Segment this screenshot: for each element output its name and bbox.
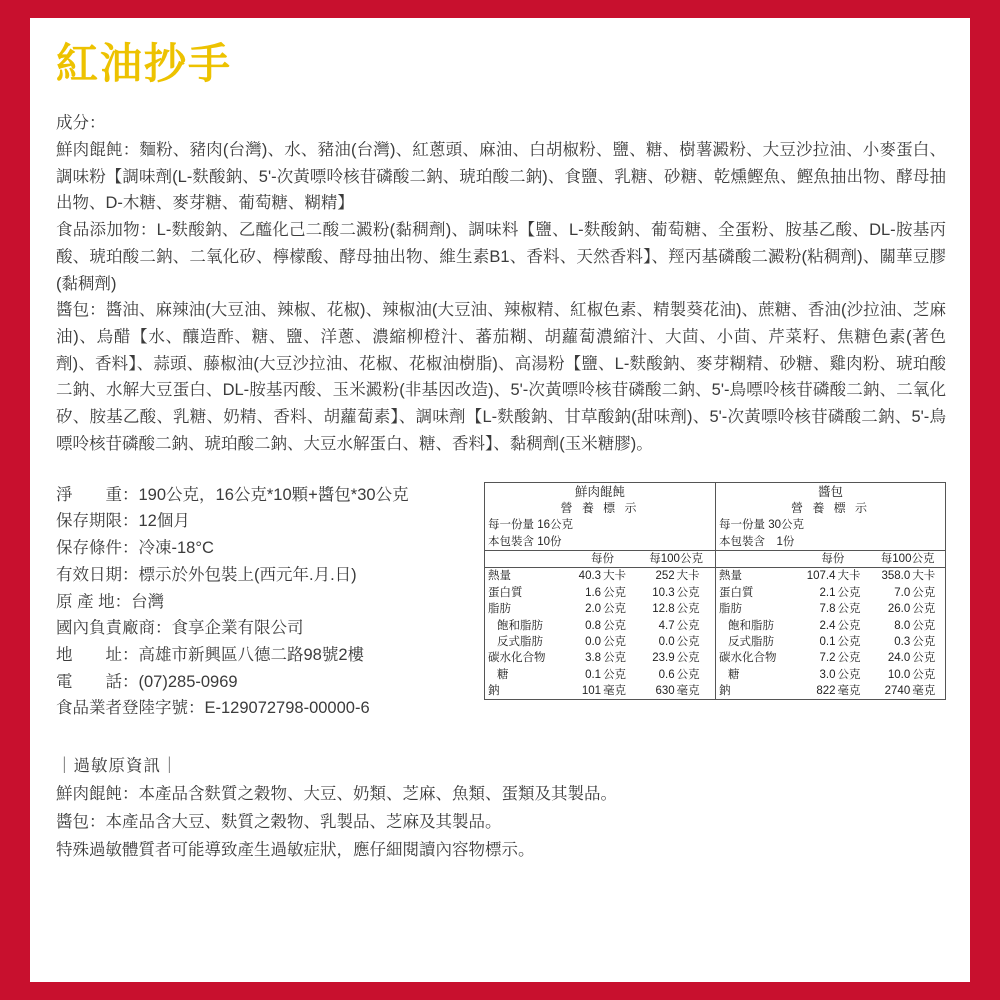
nutrient-name: 脂肪 — [488, 603, 511, 616]
nutrient-name: 飽和脂肪 — [497, 619, 543, 632]
nutrient-100g-value: 4.7 — [658, 619, 675, 632]
nutrient-100g-unit: 公克 — [912, 668, 936, 681]
nutrient-serving-value: 0.1 — [819, 635, 836, 648]
nutrient-100g-unit: 公克 — [912, 635, 936, 648]
allergy-warning: 特殊過敏體質者可能導致產生過敏症狀，應仔細閱讀內容物標示。 — [56, 841, 535, 860]
allergy-section — [56, 752, 946, 864]
nutrient-100g-unit: 公克 — [676, 586, 700, 599]
nutrient-100g-value: 26.0 — [887, 603, 911, 616]
nutrient-name: 熱量 — [719, 570, 742, 583]
nutrient-serving-unit: 公克 — [603, 586, 627, 599]
nutrition-table-sauce — [715, 483, 945, 700]
nutrition-sauce-col-blank — [716, 551, 796, 568]
nutrient-name: 蛋白質 — [719, 586, 754, 599]
nutrient-serving-unit: 公克 — [837, 652, 861, 665]
spec-net-weight: 淨 重：190公克，16公克*10顆+醬包*30公克 — [56, 485, 409, 504]
table-row — [716, 568, 946, 585]
nutrient-serving-unit: 公克 — [837, 635, 861, 648]
nutrient-serving-unit: 公克 — [603, 635, 627, 648]
nutrient-serving-value: 0.8 — [585, 619, 602, 632]
table-row — [485, 618, 715, 634]
nutrient-name: 碳水化合物 — [719, 652, 777, 665]
table-row — [485, 568, 715, 585]
table-row — [716, 618, 946, 634]
ingredients-wonton: 鮮肉餛飩：麵粉、豬肉(台灣)、水、豬油(台灣)、紅蔥頭、麻油、白胡椒粉、鹽、糖、樹薯澱粉、大豆沙拉油、小麥蛋白、調味粉【調味劑(L-麩酸鈉、5'-次黃嘌呤核苷磷酸二鈉、琥珀酸二鈉)、食鹽、乳糖、砂糖、乾燻鰹魚、鰹魚抽出物、酵母抽出物、D-木糖、麥芽糖、葡萄糖、糊精】 — [56, 141, 946, 213]
nutrient-serving-unit: 公克 — [837, 619, 861, 632]
nutrient-100g-value: 12.8 — [652, 603, 675, 616]
spec-address: 地 址：高雄市新興區八德二路98號2樓 — [56, 645, 365, 664]
nutrient-100g-value: 23.9 — [652, 652, 675, 665]
allergy-wonton: 鮮肉餛飩：本產品含麩質之穀物、大豆、奶類、芝麻、魚類、蛋類及其製品。 — [56, 785, 617, 804]
nutrient-100g-value: 0.3 — [894, 635, 911, 648]
nutrient-name: 飽和脂肪 — [728, 619, 774, 632]
nutrient-serving-value: 107.4 — [806, 570, 836, 583]
nutrient-name: 碳水化合物 — [488, 652, 546, 665]
spec-shelf-life: 保存期限：12個月 — [56, 512, 190, 531]
label-content — [56, 40, 946, 864]
specs-and-nutrition — [56, 482, 946, 722]
nutrient-100g-value: 10.3 — [652, 586, 675, 599]
nutrient-serving-value: 0.1 — [585, 668, 602, 681]
nutrient-serving-value: 7.2 — [819, 652, 836, 665]
nutrient-100g-value: 10.0 — [887, 668, 911, 681]
nutrient-100g-unit: 公克 — [676, 652, 700, 665]
nutrition-tables — [484, 482, 946, 701]
nutrition-table-wonton — [485, 483, 715, 700]
nutrition-sauce-col-serving: 每份 — [796, 551, 871, 568]
nutrient-100g-unit: 公克 — [676, 603, 700, 616]
nutrient-serving-value: 2.0 — [585, 603, 602, 616]
allergy-sauce: 醬包：本產品含大豆、麩質之穀物、乳製品、芝麻及其製品。 — [56, 813, 502, 832]
nutrient-name: 糖 — [728, 668, 740, 681]
table-row — [485, 585, 715, 601]
nutrient-100g-unit: 毫克 — [676, 685, 700, 698]
specs-list — [56, 482, 476, 722]
nutrient-name: 鈉 — [488, 685, 500, 698]
nutrient-name: 糖 — [497, 668, 509, 681]
spec-expiry: 有效日期：標示於外包裝上(西元年.月.日) — [56, 565, 357, 584]
page-title: 紅油抄手 — [56, 40, 233, 87]
ingredients-additives: 食品添加物：L-麩酸鈉、乙醯化己二酸二澱粉(黏稠劑)、調味料【鹽、L-麩酸鈉、葡萄糖、全蛋粉、胺基乙酸、DL-胺基丙酸、琥珀酸二鈉、二氧化矽、檸檬酸、酵母抽出物、維生素B1、香料、天然香料】、羥丙基磷酸二澱粉(粘稠劑)、關華豆膠(黏稠劑) — [56, 221, 946, 293]
table-row — [716, 601, 946, 617]
nutrient-serving-unit: 公克 — [603, 603, 627, 616]
table-row — [485, 650, 715, 666]
spec-registration-number: 食品業者登陸字號：E-129072798-00000-6 — [56, 699, 370, 718]
table-row — [716, 683, 946, 699]
nutrition-wonton-servings: 本包裝含 10份 — [485, 534, 715, 551]
nutrition-wonton-subtitle: 營 養 標 示 — [560, 501, 640, 516]
nutrient-serving-value: 101 — [581, 685, 602, 698]
nutrient-serving-value: 822 — [816, 685, 836, 698]
nutrient-100g-value: 358.0 — [881, 570, 911, 583]
nutrition-sauce-name: 醬包 — [817, 484, 843, 499]
nutrient-serving-unit: 公克 — [837, 668, 861, 681]
nutrient-100g-value: 0.6 — [658, 668, 675, 681]
nutrient-serving-unit: 公克 — [837, 603, 861, 616]
nutrition-sauce-col-100g: 每100公克 — [870, 551, 945, 568]
spec-storage: 保存條件：冷凍-18°C — [56, 539, 214, 558]
nutrient-100g-value: 2740 — [884, 685, 911, 698]
nutrient-name: 蛋白質 — [488, 586, 523, 599]
table-row — [485, 634, 715, 650]
nutrient-serving-unit: 公克 — [603, 652, 627, 665]
nutrient-serving-unit: 公克 — [603, 668, 627, 681]
nutrient-serving-unit: 大卡 — [603, 570, 627, 583]
nutrient-name: 鈉 — [719, 685, 731, 698]
table-row — [716, 650, 946, 666]
spec-company: 國內負責廠商：食享企業有限公司 — [56, 619, 304, 638]
nutrient-serving-unit: 毫克 — [837, 685, 861, 698]
allergy-title: ｜過敏原資訊｜ — [56, 757, 179, 776]
nutrient-100g-value: 252 — [655, 570, 675, 583]
nutrient-100g-unit: 公克 — [676, 635, 700, 648]
table-row — [485, 667, 715, 683]
nutrition-sauce-servings: 本包裝含 1份 — [716, 534, 946, 551]
nutrition-wonton-col-serving: 每份 — [568, 551, 638, 568]
nutrient-100g-unit: 大卡 — [676, 570, 700, 583]
nutrient-name: 脂肪 — [719, 603, 742, 616]
nutrient-name: 熱量 — [488, 570, 511, 583]
spec-phone: 電 話：(07)285-0969 — [56, 672, 238, 691]
ingredients-section — [56, 110, 946, 457]
nutrient-serving-value: 1.6 — [585, 586, 602, 599]
nutrient-100g-unit: 公克 — [676, 619, 700, 632]
product-label-card — [30, 18, 970, 982]
nutrient-serving-value: 0.0 — [585, 635, 602, 648]
nutrient-100g-value: 24.0 — [887, 652, 911, 665]
nutrition-wonton-col-100g: 每100公克 — [637, 551, 715, 568]
nutrient-serving-unit: 大卡 — [837, 570, 861, 583]
nutrition-wonton-col-blank — [485, 551, 568, 568]
ingredients-sauce: 醬包：醬油、麻辣油(大豆油、辣椒、花椒)、辣椒油(大豆油、辣椒精、紅椒色素、精製葵花油)、蔗糖、香油(沙拉油、芝麻油)、烏醋【水、釀造酢、糖、鹽、洋蔥、濃縮柳橙汁、蕃茄糊、胡蘿蔔濃縮汁、大茴、小茴、芹菜籽、焦糖色素(著色劑)、香料】、蒜頭、藤椒油(大豆沙拉油、花椒、花椒油樹脂)、高湯粉【鹽、L-麩酸鈉、麥芽糊精、砂糖、雞肉粉、琥珀酸二鈉、水解大豆蛋白、DL-胺基丙酸、玉米澱粉(非基因改造)、5'-次黃嘌呤核苷磷酸二鈉、5'-鳥嘌呤核苷磷酸二鈉、二氧化矽、胺基乙酸、乳糖、奶精、香料、胡蘿蔔素】、調味劑【L-麩酸鈉、甘草酸鈉(甜味劑)、5'-次黃嘌呤核苷磷酸二鈉、5'-鳥嘌呤核苷磷酸二鈉、琥珀酸二鈉、大豆水解蛋白、糖、香料】、黏稠劑(玉米糖膠)。 — [56, 301, 946, 453]
nutrient-100g-unit: 公克 — [912, 619, 936, 632]
nutrient-serving-value: 2.4 — [819, 619, 836, 632]
nutrient-100g-unit: 公克 — [912, 652, 936, 665]
table-row — [485, 601, 715, 617]
nutrition-wonton-serving-size: 每一份量 16公克 — [488, 519, 573, 532]
nutrient-100g-unit: 公克 — [912, 586, 936, 599]
nutrient-name: 反式脂肪 — [497, 635, 543, 648]
table-row — [716, 667, 946, 683]
ingredients-heading: 成分： — [56, 114, 106, 133]
nutrient-serving-value: 40.3 — [578, 570, 602, 583]
nutrient-100g-unit: 毫克 — [912, 685, 936, 698]
nutrient-serving-value: 3.8 — [585, 652, 602, 665]
nutrient-serving-unit: 毫克 — [603, 685, 627, 698]
spec-origin: 原 產 地：台灣 — [56, 592, 165, 611]
nutrition-sauce-serving-size: 每一份量 30公克 — [719, 519, 804, 532]
nutrient-serving-value: 3.0 — [819, 668, 836, 681]
nutrient-100g-value: 0.0 — [658, 635, 675, 648]
table-row — [716, 585, 946, 601]
nutrient-100g-unit: 公克 — [676, 668, 700, 681]
nutrient-serving-value: 2.1 — [819, 586, 836, 599]
nutrient-100g-value: 7.0 — [894, 586, 911, 599]
nutrient-serving-value: 7.8 — [819, 603, 836, 616]
nutrient-name: 反式脂肪 — [728, 635, 774, 648]
nutrition-sauce-subtitle: 營 養 標 示 — [790, 501, 870, 516]
nutrient-100g-value: 8.0 — [894, 619, 911, 632]
nutrient-serving-unit: 公克 — [837, 586, 861, 599]
nutrient-100g-unit: 大卡 — [912, 570, 936, 583]
nutrition-wonton-name: 鮮肉餛飩 — [574, 484, 625, 499]
nutrient-100g-unit: 公克 — [912, 603, 936, 616]
nutrient-serving-unit: 公克 — [603, 619, 627, 632]
nutrient-100g-value: 630 — [655, 685, 675, 698]
table-row — [485, 683, 715, 699]
table-row — [716, 634, 946, 650]
